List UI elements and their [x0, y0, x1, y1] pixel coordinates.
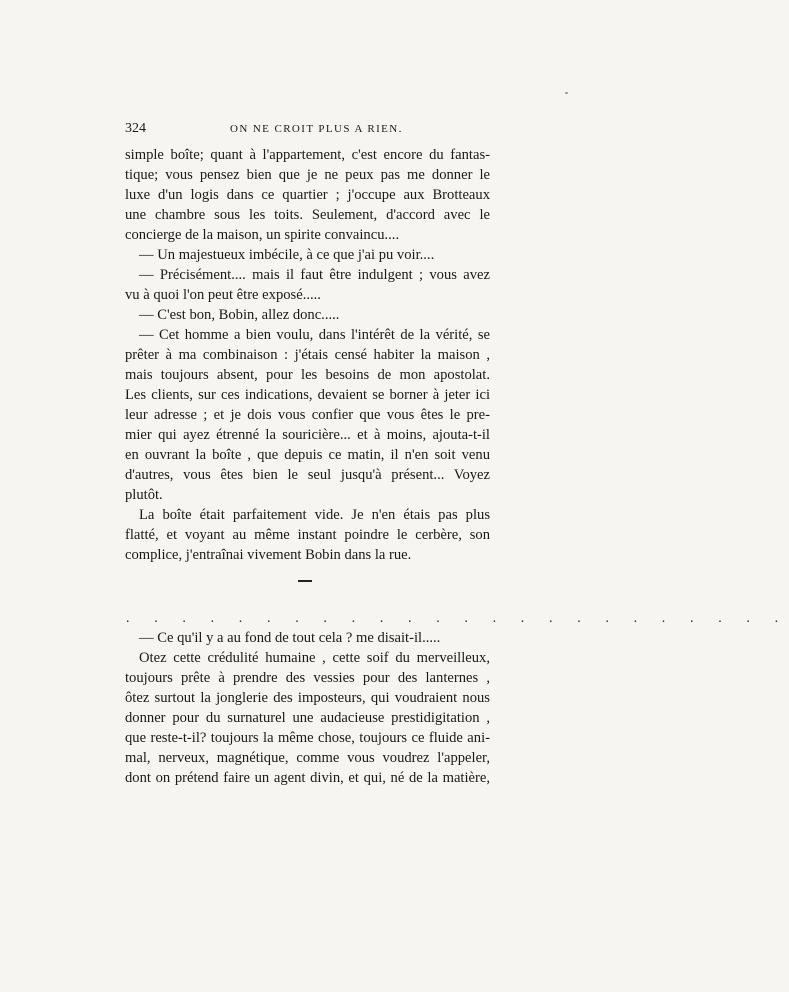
text-line: en ouvrant la boîte , que depuis ce matin, il n'en soit venu	[125, 447, 490, 463]
text-line: dont on prétend faire un agent divin, et qui, né de la matière,	[125, 770, 490, 786]
text-line: La boîte était parfaitement vide. Je n'en étais pas plus	[139, 507, 490, 523]
text-block-bottom	[125, 628, 490, 788]
text-line: mal, nerveux, magnétique, comme vous voudrez l'appeler,	[125, 750, 490, 766]
text-line: prêter à ma combinaison : j'étais censé habiter la maison ,	[125, 347, 490, 363]
text-line: vu à quoi l'on peut être exposé.....	[125, 287, 321, 303]
text-line: flatté, et voyant au même instant poindre le cerbère, son	[125, 527, 490, 543]
text-line: — Un majestueux imbécile, à ce que j'ai pu voir....	[139, 247, 435, 263]
text-line: — C'est bon, Bobin, allez donc.....	[139, 307, 340, 323]
text-line: ôtez surtout la jonglerie des imposteurs, qui voudraient nous	[125, 690, 490, 706]
section-divider	[298, 580, 312, 582]
text-line: d'autres, vous êtes bien le seul jusqu'à présent... Voyez	[125, 467, 490, 483]
text-line: — Ce qu'il y a au fond de tout cela ? me disait-il.....	[139, 630, 441, 646]
page-header	[125, 121, 490, 141]
text-line: luxe d'un logis dans ce quartier ; j'occupe aux Brotteaux	[125, 187, 490, 203]
text-line: mais toujours absent, pour les besoins de mon apostolat.	[125, 367, 490, 383]
text-line: — Cet homme a bien voulu, dans l'intérêt de la vérité, se	[139, 327, 490, 343]
text-line: complice, j'entraînai vivement Bobin dans la rue.	[125, 547, 412, 563]
text-line: toujours prête à prendre des vessies pour des lanternes ,	[125, 670, 490, 686]
text-line: simple boîte; quant à l'appartement, c'est encore du fantas-	[125, 147, 490, 163]
ellipsis-dots-line: . . . . . . . . . . . . . . . . . . . . . . . .	[126, 611, 789, 626]
text-line: Otez cette crédulité humaine , cette soif du merveilleux,	[139, 650, 490, 666]
paper-speck	[565, 92, 568, 94]
text-block-top	[125, 145, 490, 565]
text-line: une chambre sous les toits. Seulement, d'accord avec le	[125, 207, 490, 223]
text-line: concierge de la maison, un spirite convaincu....	[125, 227, 400, 243]
text-line: donner pour du surnaturel une audacieuse prestidigitation ,	[125, 710, 490, 726]
text-line: que reste-t-il? toujours la même chose, toujours ce fluide ani-	[125, 730, 490, 746]
text-line: — Précisément.... mais il faut être indulgent ; vous avez	[139, 267, 490, 283]
text-line: plutôt.	[125, 487, 163, 503]
text-line: leur adresse ; et je dois vous confier que vous êtes le pre-	[125, 407, 490, 423]
page-number: 324	[125, 121, 146, 136]
text-line: tique; vous pensez bien que je ne peux pas me donner le	[125, 167, 490, 183]
text-line: mier qui ayez étrenné la souricière... et à moins, ajouta-t-il	[125, 427, 490, 443]
running-title: ON NE CROIT PLUS A RIEN.	[230, 123, 403, 135]
text-line: Les clients, sur ces indications, devaient se borner à jeter ici	[125, 387, 490, 403]
